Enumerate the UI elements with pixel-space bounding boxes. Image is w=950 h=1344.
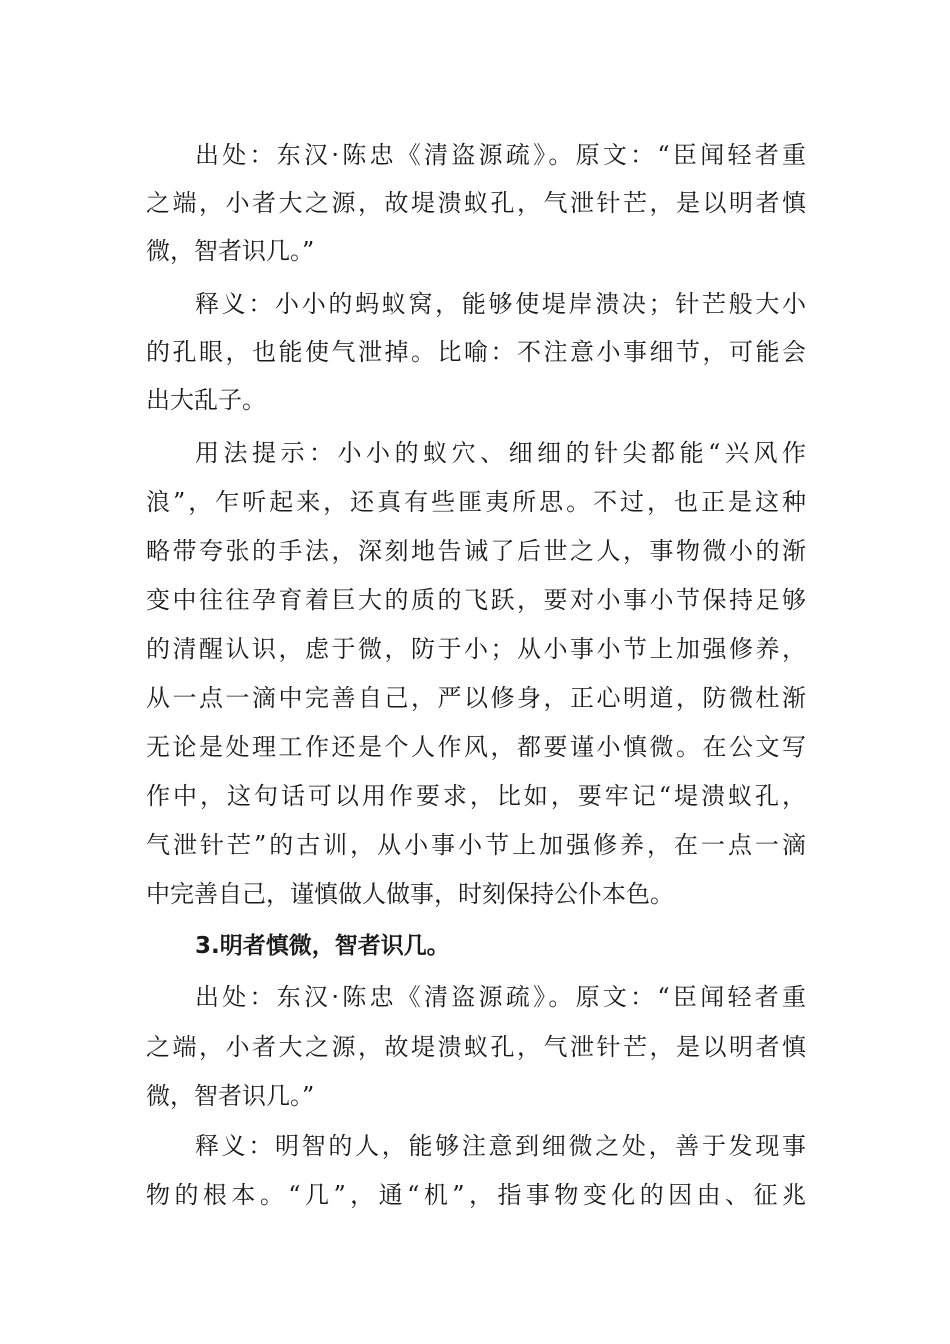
meaning-line-3: 出大乱子。 xyxy=(146,386,266,414)
usage-line-2: 浪”，乍听起来，还真有些匪夷所思。不过，也正是这种 xyxy=(146,488,806,516)
usage-line-6: 从一点一滴中完善自己，严以修身，正心明道，防微杜渐 xyxy=(146,684,806,712)
source2-line-2: 之端，小者大之源，故堤溃蚁孔，气泄针芒，是以明者慎 xyxy=(146,1033,806,1061)
usage-line-9: 气泄针芒”的古训，从小事小节上加强修养，在一点一滴 xyxy=(146,831,806,859)
usage-line-7: 无论是处理工作还是个人作风，都要谨小慎微。在公文写 xyxy=(146,733,806,761)
usage-line-10: 中完善自己，谨慎做人做事，时刻保持公仆本色。 xyxy=(146,880,674,908)
meaning-line-1: 释义：小小的蚂蚁窝，能够使堤岸溃决；针芒般大小 xyxy=(195,290,806,318)
usage-line-8: 作中，这句话可以用作要求，比如，要牢记“堤溃蚁孔， xyxy=(146,782,806,810)
source2-line-3: 微，智者识几。” xyxy=(146,1082,315,1110)
usage-line-4: 变中往往孕育着巨大的质的飞跃，要对小事小节保持足够 xyxy=(146,586,806,614)
meaning-line-2: 的孔眼，也能使气泄掉。比喻：不注意小事细节，可能会 xyxy=(146,338,806,366)
usage-line-3: 略带夸张的手法，深刻地告诫了后世之人，事物微小的渐 xyxy=(146,537,806,565)
usage-line-5: 的清醒认识，虑于微，防于小；从小事小节上加强修养， xyxy=(146,635,806,663)
source-line-2: 之端，小者大之源，故堤溃蚁孔，气泄针芒，是以明者慎 xyxy=(146,189,806,217)
source-line-1: 出处：东汉·陈忠《清盗源疏》。原文：“臣闻轻者重 xyxy=(195,141,806,169)
usage-line-1: 用法提示：小小的蚁穴、细细的针尖都能“兴风作 xyxy=(195,439,806,467)
source2-line-1: 出处：东汉·陈忠《清盗源疏》。原文：“臣闻轻者重 xyxy=(195,983,806,1011)
meaning2-line-2: 物的根本。“几”，通“机”，指事物变化的因由、征兆 xyxy=(146,1181,806,1209)
meaning2-line-1: 释义：明智的人，能够注意到细微之处，善于发现事 xyxy=(195,1132,806,1160)
section-heading: 3.明者慎微，智者识几。 xyxy=(195,933,450,959)
source-line-3: 微，智者识几。” xyxy=(146,237,315,265)
